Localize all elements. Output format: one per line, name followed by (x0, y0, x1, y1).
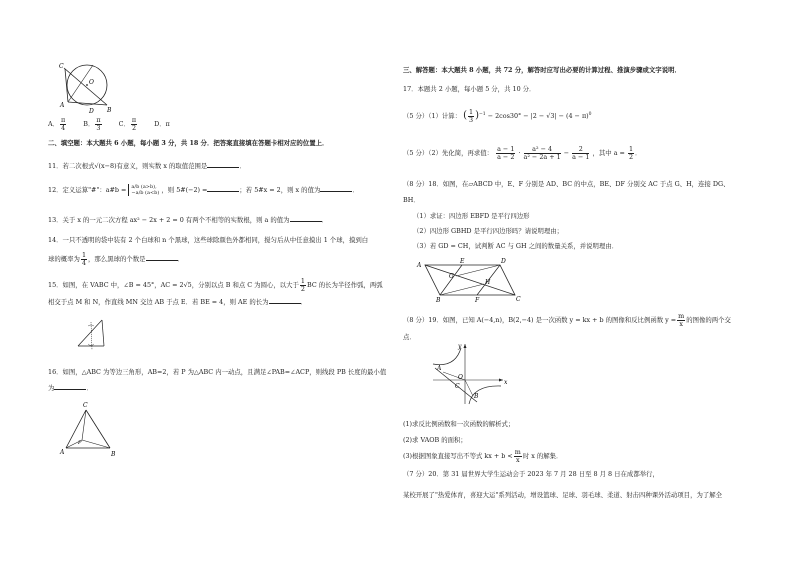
option-d: D．π (154, 120, 170, 129)
option-a: A． $\frac{\pi}{4}$ (48, 116, 66, 132)
option-b: B． $\frac{\pi}{3}$ (83, 116, 101, 132)
question-19-part2: (2)求 VAOB 的面积； (403, 436, 467, 444)
answer-blank-11 (207, 161, 239, 168)
answer-blank-12b (320, 185, 352, 192)
fig10-label-c: C (59, 63, 64, 70)
question-16-line2: 为 ． (48, 384, 93, 392)
fig16-label-b: B (111, 451, 116, 458)
question-15-line1: 15．如图，在 VABC 中，∠B = 45°，AC = 2√5，分别以点 B 和点 C 为圆心，以大于 $\frac{1}{2}$ BC 的长为半径作弧，两弧 (48, 277, 383, 293)
question-15-line2: 相交于点 M 和 N，作直线 MN 交边 AB 于点 E．若 BE = 4，则 AE 的长为 ． (48, 298, 307, 306)
fig18-label-b: B (436, 297, 441, 304)
fig10-label-b: B (107, 107, 112, 114)
fig19-label-a: A (437, 365, 442, 372)
fig10-label-a: A (60, 102, 65, 109)
fig16-label-a: A (60, 449, 65, 456)
figure-q10-circle (55, 60, 125, 115)
answer-blank-13 (290, 215, 322, 222)
fig18-label-a: A (417, 262, 422, 269)
question-19-part1: (1)求反比例函数和一次函数的解析式； (403, 420, 515, 428)
figure-q16-triangle (60, 400, 130, 460)
fig18-label-d: D (501, 258, 506, 265)
fig19-label-c: C (455, 383, 460, 390)
fig19-label-x: x (504, 379, 508, 386)
fig19-label-o: O (458, 374, 463, 381)
answer-blank-15 (269, 297, 301, 304)
fig10-label-d: D (89, 108, 94, 115)
question-19-part3: (3)根据图象直接写出不等式 kx + b < $\frac{m}{x}$ 时 x 的解集． (403, 448, 563, 464)
section-2-heading: 二、填空题：本大题共 6 小题，每小题 3 分，共 18 分．把答案直接填在答题卡相对应的位置上． (48, 139, 329, 147)
right-column (397, 0, 794, 561)
answer-blank-14 (146, 254, 178, 261)
question-18-part2: （2）四边形 GBHD 是平行四边形吗？请说明理由； (413, 227, 564, 235)
figure-q18-parallelogram (415, 256, 530, 304)
question-19-line1: （8 分）19．如图，已知 A(−4,n)，B(2,−4) 是一次函数 y = kx + b 的图像和反比例函数 y = $\frac{m}{x}$ 的图像的两个交 (403, 312, 731, 328)
fig18-label-c: C (516, 296, 521, 303)
q12-cases: a/b (a>b), −a/b (a<b) (128, 184, 159, 196)
question-13: 13．关于 x 的一元二次方程 ax² − 2x + 2 = 0 有两个不相等的实数根，则 a 的值为 ． (48, 216, 328, 224)
q10-options (48, 117, 170, 131)
question-17-2: （5 分）（2）先化简，再求值： $\frac{a - 1}{a - 2}$ · $\frac{\text{a² − 4}}{\text{a² − 2a + 1}}$ − $\frac{2}{a - 1}$ ，其中 a = $\frac{1}{2}$ ． (403, 145, 642, 161)
question-16-line1: 16．如图，△ABC 为等边三角形，AB=2，若 P 为△ABC 内一动点，且满足∠PAB=∠ACP，则线段 PB 长度的最小值 (48, 368, 387, 376)
question-14-line2: 球的概率为 $\frac{1}{4}$ ，那么黑球的个数是 ． (48, 251, 184, 267)
fig18-label-h: H (485, 279, 491, 286)
fig18-label-f: F (475, 297, 480, 304)
fig19-label-b: B (474, 393, 479, 400)
section-3-heading: 三、解答题：本大题共 8 小题，共 72 分，解答时应写出必要的计算过程、推演步骤或文字说明． (403, 66, 681, 74)
fig18-label-g: G (449, 273, 454, 280)
question-18-part3: （3）若 GD = CH，试判断 AC 与 GH 之间的数量关系，并说明理由． (413, 242, 619, 250)
fig16-label-p: P (78, 440, 82, 446)
figure-q19-graph (425, 340, 510, 408)
fig18-label-e: E (460, 258, 465, 265)
question-20-line1: （7 分）20．第 31 届世界大学生运动会于 2023 年 7 月 28 日至 8 月 8 日在成都举行， (403, 470, 659, 478)
question-17-1: （5 分）（1）计算： ( $\frac{1}{3}$ )$^{-1} - 2\cos 30^\circ - |2 - √3| - (4 - \pi)^0$ (403, 108, 592, 124)
question-11: 11．若二次根式√(x−8)有意义，则实数 x 的取值范围是 ． (48, 162, 246, 170)
answer-blank-16 (54, 383, 86, 390)
question-14-line1: 14．一只不透明的袋中装有 2 个白球和 n 个黑球，这些球除颜色外都相同，搅匀后从中任意摸出 1 个球，摸到白 (48, 236, 369, 244)
fig10-label-o: O (89, 79, 94, 86)
figure-q15-triangle (74, 314, 114, 354)
fig19-label-y: y (458, 343, 462, 350)
question-18-part1: （1）求证：四边形 EBFD 是平行四边形 (413, 212, 530, 220)
answer-blank-12a (207, 185, 239, 192)
option-c: C． $\frac{\pi}{2}$ (118, 116, 137, 132)
question-19-line2: 点． (403, 333, 416, 341)
question-20-line2: 某校开展了"热爱体育，喜迎大运"系列活动，增设篮球、足球、羽毛球、柔道、射击四种课外活动项目，为了解全 (403, 491, 723, 499)
question-18-line2: BH． (403, 196, 420, 204)
question-17-heading: 17．本题共 2 小题，每小题 5 分，共 10 分． (403, 85, 536, 93)
fig16-label-c: C (83, 402, 88, 409)
question-18-line1: （8 分）18．如图，在▱ABCD 中，E、F 分别是 AD、BC 的中点，BE、DF 分别交 AC 于点 G、H，连接 DG、 (403, 180, 730, 188)
question-12: 12．定义运算"#"：a#b = a/b (a>b), −a/b (a<b) ，则 5#(−2) = ；若 5#x = 2，则 x 的值为 ． (48, 184, 359, 196)
